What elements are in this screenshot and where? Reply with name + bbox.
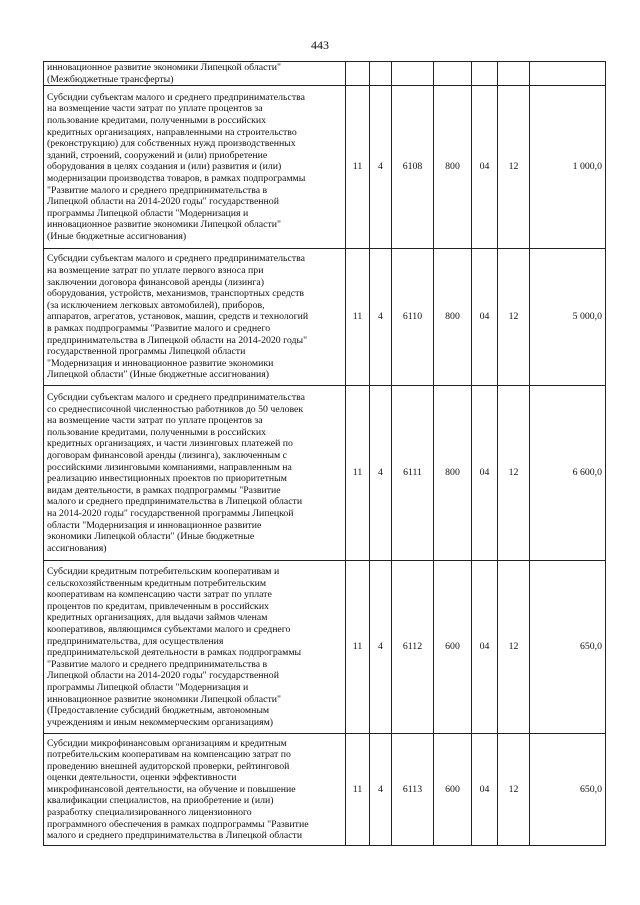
code-cell: 6111	[392, 386, 434, 561]
table-row	[44, 62, 606, 86]
table-row	[44, 734, 606, 846]
code-cell: 04	[472, 561, 498, 734]
code-cell: 11	[346, 249, 370, 386]
row-description: Субсидии субъектам малого и среднего предпринимательства со среднесписочной численностью работников до 50 человек на возмещение части затрат по уплате процентов за пользование кредитами, полученными в российских кредитных организациях, и части лизинговых платежей по договорам финансовой аренды (лизинга), заключенным с российскими лизинговыми компаниями, направленным на реализацию инвестиционных проектов по приоритетным видам деятельности, в рамках подпрограммы "Развитие малого и среднего предпринимательства в Липецкой области на 2014-2020 годы" государственной программы Липецкой области "Модернизация и инновационное развитие экономики Липецкой области" (Иные бюджетные ассигнования)	[44, 386, 346, 561]
table-row	[44, 249, 606, 386]
code-cell	[392, 62, 434, 86]
code-cell: 6112	[392, 561, 434, 734]
amount-cell: 650,0	[530, 734, 606, 846]
code-cell: 11	[346, 386, 370, 561]
code-cell: 12	[498, 561, 530, 734]
code-cell: 11	[346, 734, 370, 846]
code-cell: 04	[472, 734, 498, 846]
code-cell: 12	[498, 734, 530, 846]
code-cell: 11	[346, 86, 370, 249]
code-cell	[472, 62, 498, 86]
row-description: Субсидии субъектам малого и среднего предпринимательства на возмещение части затрат по уплате процентов за пользование кредитами, полученными в российских кредитных организациях, направленными на строительство (реконструкцию) для собственных нужд производственных зданий, строений, сооружений и (или) приобретение оборудования в целях создания и (или) развития и (или) модернизации производства товаров, в рамках подпрограммы "Развитие малого и среднего предпринимательства в Липецкой области на 2014-2020 годы" государственной программы Липецкой области "Модернизация и инновационное развитие экономики Липецкой области" (Иные бюджетные ассигнования)	[44, 86, 346, 249]
amount-cell: 650,0	[530, 561, 606, 734]
code-cell: 4	[370, 386, 392, 561]
table-row	[44, 561, 606, 734]
code-cell: 800	[434, 249, 472, 386]
code-cell: 04	[472, 249, 498, 386]
amount-cell: 1 000,0	[530, 86, 606, 249]
budget-table	[43, 61, 606, 846]
code-cell: 4	[370, 734, 392, 846]
code-cell: 12	[498, 249, 530, 386]
amount-cell	[530, 62, 606, 86]
code-cell	[498, 62, 530, 86]
page-number: 443	[311, 38, 329, 52]
row-description: Субсидии субъектам малого и среднего предпринимательства на возмещение затрат по уплате первого взноса при заключении договора финансовой аренды (лизинга) оборудования, устройств, механизмов, транспортных средств (за исключением легковых автомобилей), приборов, аппаратов, агрегатов, установок, машин, средств и технологий в рамках подпрограммы "Развитие малого и среднего предпринимательства в Липецкой области на 2014-2020 годы" государственной программы Липецкой области "Модернизация и инновационное развитие экономики Липецкой области" (Иные бюджетные ассигнования)	[44, 249, 346, 386]
row-description: Субсидии микрофинансовым организациям и кредитным потребительским кооперативам на компенсацию затрат по проведению внешней аудиторской проверки, рейтинговой оценки деятельности, оценки эффективности микрофинансовой деятельности, на обучение и повышение квалификации специалистов, на приобретение и (или) разработку специализированного лицензионного программного обеспечения в рамках подпрограммы "Развитие малого и среднего предпринимательства в Липецкой области	[44, 734, 346, 846]
code-cell	[434, 62, 472, 86]
code-cell: 11	[346, 561, 370, 734]
code-cell: 12	[498, 86, 530, 249]
code-cell: 4	[370, 86, 392, 249]
code-cell: 600	[434, 561, 472, 734]
code-cell: 4	[370, 561, 392, 734]
table-row	[44, 86, 606, 249]
code-cell: 800	[434, 86, 472, 249]
code-cell	[346, 62, 370, 86]
code-cell: 6113	[392, 734, 434, 846]
code-cell: 04	[472, 86, 498, 249]
code-cell: 04	[472, 386, 498, 561]
code-cell	[370, 62, 392, 86]
code-cell: 12	[498, 386, 530, 561]
amount-cell: 6 600,0	[530, 386, 606, 561]
row-description: инновационное развитие экономики Липецкой области" (Межбюджетные трансферты)	[44, 62, 346, 86]
code-cell: 800	[434, 386, 472, 561]
amount-cell: 5 000,0	[530, 249, 606, 386]
code-cell: 4	[370, 249, 392, 386]
row-description: Субсидии кредитным потребительским кооперативам и сельскохозяйственным кредитным потребительским кооперативам на компенсацию части затрат по уплате процентов по кредитам, привлеченным в российских кредитных организациях, для выдачи займов членам кооперативов, являющимся субъектами малого и среднего предпринимательства, для осуществления предпринимательской деятельности в рамках подпрограммы "Развитие малого и среднего предпринимательства в Липецкой области на 2014-2020 годы" государственной программы Липецкой области "Модернизация и инновационное развитие экономики Липецкой области" (Предоставление субсидий бюджетным, автономным учреждениям и иным некоммерческим организациям)	[44, 561, 346, 734]
code-cell: 600	[434, 734, 472, 846]
table-row	[44, 386, 606, 561]
code-cell: 6110	[392, 249, 434, 386]
code-cell: 6108	[392, 86, 434, 249]
